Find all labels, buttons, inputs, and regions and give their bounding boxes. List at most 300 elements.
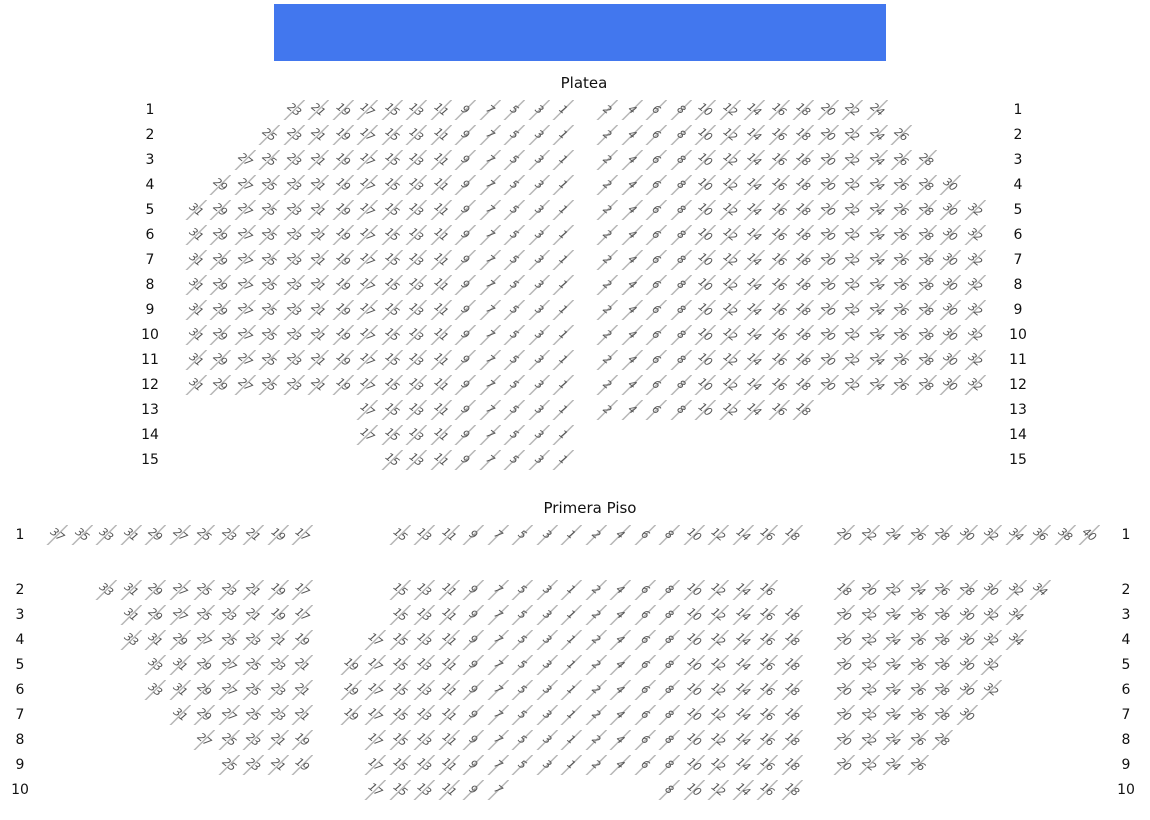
seat[interactable] xyxy=(694,300,716,320)
seat[interactable] xyxy=(931,705,953,725)
seat[interactable] xyxy=(596,100,618,120)
seat[interactable] xyxy=(719,275,741,295)
seat[interactable] xyxy=(683,780,705,800)
seat[interactable] xyxy=(560,605,582,625)
seat[interactable] xyxy=(430,400,452,420)
seat[interactable] xyxy=(781,780,803,800)
seat[interactable] xyxy=(743,375,765,395)
seat[interactable] xyxy=(719,350,741,370)
seat[interactable] xyxy=(964,275,986,295)
seat[interactable] xyxy=(438,680,460,700)
seat[interactable] xyxy=(218,755,240,775)
seat[interactable] xyxy=(479,375,501,395)
seat[interactable] xyxy=(645,100,667,120)
seat[interactable] xyxy=(792,250,814,270)
seat[interactable] xyxy=(1005,580,1027,600)
seat[interactable] xyxy=(193,680,215,700)
seat[interactable] xyxy=(756,580,778,600)
seat[interactable] xyxy=(242,730,264,750)
seat[interactable] xyxy=(817,175,839,195)
seat[interactable] xyxy=(381,275,403,295)
seat[interactable] xyxy=(356,100,378,120)
seat[interactable] xyxy=(356,425,378,445)
seat[interactable] xyxy=(621,200,643,220)
seat[interactable] xyxy=(381,250,403,270)
seat[interactable] xyxy=(405,225,427,245)
seat[interactable] xyxy=(552,125,574,145)
seat[interactable] xyxy=(964,300,986,320)
seat[interactable] xyxy=(381,300,403,320)
seat[interactable] xyxy=(817,100,839,120)
seat[interactable] xyxy=(609,630,631,650)
seat[interactable] xyxy=(364,705,386,725)
seat[interactable] xyxy=(552,400,574,420)
seat[interactable] xyxy=(866,100,888,120)
seat[interactable] xyxy=(479,300,501,320)
seat[interactable] xyxy=(890,300,912,320)
seat[interactable] xyxy=(781,525,803,545)
seat[interactable] xyxy=(234,175,256,195)
seat[interactable] xyxy=(462,680,484,700)
seat[interactable] xyxy=(743,150,765,170)
seat[interactable] xyxy=(503,275,525,295)
seat[interactable] xyxy=(405,300,427,320)
seat[interactable] xyxy=(719,200,741,220)
seat[interactable] xyxy=(46,525,68,545)
seat[interactable] xyxy=(169,680,191,700)
seat[interactable] xyxy=(833,630,855,650)
seat[interactable] xyxy=(291,630,313,650)
seat[interactable] xyxy=(430,450,452,470)
seat[interactable] xyxy=(413,705,435,725)
seat[interactable] xyxy=(169,580,191,600)
seat[interactable] xyxy=(430,300,452,320)
seat[interactable] xyxy=(732,655,754,675)
seat[interactable] xyxy=(169,525,191,545)
seat[interactable] xyxy=(732,755,754,775)
seat[interactable] xyxy=(956,525,978,545)
seat[interactable] xyxy=(817,300,839,320)
seat[interactable] xyxy=(658,755,680,775)
seat[interactable] xyxy=(479,400,501,420)
seat[interactable] xyxy=(858,680,880,700)
seat[interactable] xyxy=(356,250,378,270)
seat[interactable] xyxy=(209,375,231,395)
seat[interactable] xyxy=(283,150,305,170)
seat[interactable] xyxy=(552,325,574,345)
seat[interactable] xyxy=(621,375,643,395)
seat[interactable] xyxy=(609,755,631,775)
seat[interactable] xyxy=(258,225,280,245)
seat[interactable] xyxy=(291,605,313,625)
seat[interactable] xyxy=(528,300,550,320)
seat[interactable] xyxy=(915,325,937,345)
seat[interactable] xyxy=(858,655,880,675)
seat[interactable] xyxy=(890,375,912,395)
seat[interactable] xyxy=(511,655,533,675)
seat[interactable] xyxy=(768,150,790,170)
seat[interactable] xyxy=(283,350,305,370)
seat[interactable] xyxy=(536,755,558,775)
seat[interactable] xyxy=(454,250,476,270)
seat[interactable] xyxy=(609,580,631,600)
seat[interactable] xyxy=(552,375,574,395)
seat[interactable] xyxy=(694,200,716,220)
seat[interactable] xyxy=(307,275,329,295)
seat[interactable] xyxy=(817,150,839,170)
seat[interactable] xyxy=(1005,525,1027,545)
seat[interactable] xyxy=(503,425,525,445)
seat[interactable] xyxy=(866,250,888,270)
seat[interactable] xyxy=(866,175,888,195)
seat[interactable] xyxy=(841,325,863,345)
seat[interactable] xyxy=(479,125,501,145)
seat[interactable] xyxy=(552,450,574,470)
seat[interactable] xyxy=(907,755,929,775)
seat[interactable] xyxy=(833,705,855,725)
seat[interactable] xyxy=(658,705,680,725)
seat[interactable] xyxy=(956,605,978,625)
seat[interactable] xyxy=(939,225,961,245)
seat[interactable] xyxy=(503,250,525,270)
seat[interactable] xyxy=(511,680,533,700)
seat[interactable] xyxy=(882,730,904,750)
seat[interactable] xyxy=(781,705,803,725)
seat[interactable] xyxy=(185,300,207,320)
seat[interactable] xyxy=(381,225,403,245)
seat[interactable] xyxy=(234,225,256,245)
seat[interactable] xyxy=(670,175,692,195)
seat[interactable] xyxy=(307,125,329,145)
seat[interactable] xyxy=(405,400,427,420)
seat[interactable] xyxy=(645,150,667,170)
seat[interactable] xyxy=(503,450,525,470)
seat[interactable] xyxy=(536,580,558,600)
seat[interactable] xyxy=(381,200,403,220)
seat[interactable] xyxy=(536,730,558,750)
seat[interactable] xyxy=(291,680,313,700)
seat[interactable] xyxy=(645,175,667,195)
seat[interactable] xyxy=(817,200,839,220)
seat[interactable] xyxy=(707,705,729,725)
seat[interactable] xyxy=(242,755,264,775)
seat[interactable] xyxy=(841,250,863,270)
seat[interactable] xyxy=(866,150,888,170)
seat[interactable] xyxy=(552,200,574,220)
seat[interactable] xyxy=(683,755,705,775)
seat[interactable] xyxy=(890,125,912,145)
seat[interactable] xyxy=(430,100,452,120)
seat[interactable] xyxy=(209,175,231,195)
seat[interactable] xyxy=(283,375,305,395)
seat[interactable] xyxy=(283,175,305,195)
seat[interactable] xyxy=(658,780,680,800)
seat[interactable] xyxy=(552,250,574,270)
seat[interactable] xyxy=(645,125,667,145)
seat[interactable] xyxy=(487,755,509,775)
seat[interactable] xyxy=(528,375,550,395)
seat[interactable] xyxy=(980,580,1002,600)
seat[interactable] xyxy=(479,225,501,245)
seat[interactable] xyxy=(552,225,574,245)
seat[interactable] xyxy=(964,225,986,245)
seat[interactable] xyxy=(707,580,729,600)
seat[interactable] xyxy=(792,225,814,245)
seat[interactable] xyxy=(405,100,427,120)
seat[interactable] xyxy=(915,150,937,170)
seat[interactable] xyxy=(169,630,191,650)
seat[interactable] xyxy=(707,525,729,545)
seat[interactable] xyxy=(356,325,378,345)
seat[interactable] xyxy=(71,525,93,545)
seat[interactable] xyxy=(405,350,427,370)
seat[interactable] xyxy=(719,175,741,195)
seat[interactable] xyxy=(719,250,741,270)
seat[interactable] xyxy=(405,450,427,470)
seat[interactable] xyxy=(882,630,904,650)
seat[interactable] xyxy=(405,425,427,445)
seat[interactable] xyxy=(670,300,692,320)
seat[interactable] xyxy=(939,300,961,320)
seat[interactable] xyxy=(552,300,574,320)
seat[interactable] xyxy=(670,225,692,245)
seat[interactable] xyxy=(430,225,452,245)
seat[interactable] xyxy=(781,755,803,775)
seat[interactable] xyxy=(430,375,452,395)
seat[interactable] xyxy=(552,425,574,445)
seat[interactable] xyxy=(1054,525,1076,545)
seat[interactable] xyxy=(413,655,435,675)
seat[interactable] xyxy=(528,250,550,270)
seat[interactable] xyxy=(743,400,765,420)
seat[interactable] xyxy=(258,200,280,220)
seat[interactable] xyxy=(956,680,978,700)
seat[interactable] xyxy=(841,150,863,170)
seat[interactable] xyxy=(381,400,403,420)
seat[interactable] xyxy=(413,755,435,775)
seat[interactable] xyxy=(413,780,435,800)
seat[interactable] xyxy=(267,730,289,750)
seat[interactable] xyxy=(634,630,656,650)
seat[interactable] xyxy=(980,525,1002,545)
seat[interactable] xyxy=(980,655,1002,675)
seat[interactable] xyxy=(283,250,305,270)
seat[interactable] xyxy=(95,525,117,545)
seat[interactable] xyxy=(792,175,814,195)
seat[interactable] xyxy=(193,655,215,675)
seat[interactable] xyxy=(670,125,692,145)
seat[interactable] xyxy=(528,350,550,370)
seat[interactable] xyxy=(915,350,937,370)
seat[interactable] xyxy=(964,350,986,370)
seat[interactable] xyxy=(462,580,484,600)
seat[interactable] xyxy=(915,300,937,320)
seat[interactable] xyxy=(193,705,215,725)
seat[interactable] xyxy=(356,300,378,320)
seat[interactable] xyxy=(915,225,937,245)
seat[interactable] xyxy=(438,655,460,675)
seat[interactable] xyxy=(858,755,880,775)
seat[interactable] xyxy=(528,200,550,220)
seat[interactable] xyxy=(536,705,558,725)
seat[interactable] xyxy=(340,655,362,675)
seat[interactable] xyxy=(511,705,533,725)
seat[interactable] xyxy=(596,125,618,145)
seat[interactable] xyxy=(596,275,618,295)
seat[interactable] xyxy=(683,580,705,600)
seat[interactable] xyxy=(332,150,354,170)
seat[interactable] xyxy=(209,350,231,370)
seat[interactable] xyxy=(841,125,863,145)
seat[interactable] xyxy=(487,705,509,725)
seat[interactable] xyxy=(833,605,855,625)
seat[interactable] xyxy=(487,580,509,600)
seat[interactable] xyxy=(1005,630,1027,650)
seat[interactable] xyxy=(670,200,692,220)
seat[interactable] xyxy=(267,705,289,725)
seat[interactable] xyxy=(364,780,386,800)
seat[interactable] xyxy=(707,630,729,650)
seat[interactable] xyxy=(454,325,476,345)
seat[interactable] xyxy=(694,350,716,370)
seat[interactable] xyxy=(931,730,953,750)
seat[interactable] xyxy=(609,705,631,725)
seat[interactable] xyxy=(511,605,533,625)
seat[interactable] xyxy=(258,150,280,170)
seat[interactable] xyxy=(792,300,814,320)
seat[interactable] xyxy=(792,150,814,170)
seat[interactable] xyxy=(332,275,354,295)
seat[interactable] xyxy=(694,150,716,170)
seat[interactable] xyxy=(218,730,240,750)
seat[interactable] xyxy=(405,375,427,395)
seat[interactable] xyxy=(707,730,729,750)
seat[interactable] xyxy=(503,150,525,170)
seat[interactable] xyxy=(503,225,525,245)
seat[interactable] xyxy=(144,580,166,600)
seat[interactable] xyxy=(381,100,403,120)
seat[interactable] xyxy=(792,125,814,145)
seat[interactable] xyxy=(596,250,618,270)
seat[interactable] xyxy=(193,630,215,650)
seat[interactable] xyxy=(817,375,839,395)
seat[interactable] xyxy=(866,125,888,145)
seat[interactable] xyxy=(503,325,525,345)
seat[interactable] xyxy=(552,100,574,120)
seat[interactable] xyxy=(283,100,305,120)
seat[interactable] xyxy=(719,400,741,420)
seat[interactable] xyxy=(405,200,427,220)
seat[interactable] xyxy=(242,655,264,675)
seat[interactable] xyxy=(234,375,256,395)
seat[interactable] xyxy=(95,580,117,600)
seat[interactable] xyxy=(781,655,803,675)
seat[interactable] xyxy=(890,275,912,295)
seat[interactable] xyxy=(658,630,680,650)
seat[interactable] xyxy=(307,300,329,320)
seat[interactable] xyxy=(430,275,452,295)
seat[interactable] xyxy=(585,525,607,545)
seat[interactable] xyxy=(694,375,716,395)
seat[interactable] xyxy=(234,275,256,295)
seat[interactable] xyxy=(694,225,716,245)
seat[interactable] xyxy=(307,150,329,170)
seat[interactable] xyxy=(454,150,476,170)
seat[interactable] xyxy=(866,300,888,320)
seat[interactable] xyxy=(144,680,166,700)
seat[interactable] xyxy=(454,375,476,395)
seat[interactable] xyxy=(833,655,855,675)
seat[interactable] xyxy=(781,605,803,625)
seat[interactable] xyxy=(462,605,484,625)
seat[interactable] xyxy=(743,300,765,320)
seat[interactable] xyxy=(645,200,667,220)
seat[interactable] xyxy=(430,200,452,220)
seat[interactable] xyxy=(683,655,705,675)
seat[interactable] xyxy=(792,200,814,220)
seat[interactable] xyxy=(218,655,240,675)
seat[interactable] xyxy=(683,605,705,625)
seat[interactable] xyxy=(479,275,501,295)
seat[interactable] xyxy=(267,655,289,675)
seat[interactable] xyxy=(462,730,484,750)
seat[interactable] xyxy=(503,300,525,320)
seat[interactable] xyxy=(743,250,765,270)
seat[interactable] xyxy=(732,780,754,800)
seat[interactable] xyxy=(931,680,953,700)
seat[interactable] xyxy=(858,730,880,750)
seat[interactable] xyxy=(413,730,435,750)
seat[interactable] xyxy=(258,325,280,345)
seat[interactable] xyxy=(596,200,618,220)
seat[interactable] xyxy=(430,125,452,145)
seat[interactable] xyxy=(907,525,929,545)
seat[interactable] xyxy=(732,605,754,625)
seat[interactable] xyxy=(768,400,790,420)
seat[interactable] xyxy=(528,450,550,470)
seat[interactable] xyxy=(185,275,207,295)
seat[interactable] xyxy=(634,755,656,775)
seat[interactable] xyxy=(596,375,618,395)
seat[interactable] xyxy=(890,200,912,220)
seat[interactable] xyxy=(743,125,765,145)
seat[interactable] xyxy=(479,200,501,220)
seat[interactable] xyxy=(743,225,765,245)
seat[interactable] xyxy=(609,730,631,750)
seat[interactable] xyxy=(939,350,961,370)
seat[interactable] xyxy=(621,350,643,370)
seat[interactable] xyxy=(258,125,280,145)
seat[interactable] xyxy=(218,580,240,600)
seat[interactable] xyxy=(307,350,329,370)
seat[interactable] xyxy=(503,350,525,370)
seat[interactable] xyxy=(560,580,582,600)
seat[interactable] xyxy=(242,630,264,650)
seat[interactable] xyxy=(743,200,765,220)
seat[interactable] xyxy=(258,300,280,320)
seat[interactable] xyxy=(792,400,814,420)
seat[interactable] xyxy=(144,630,166,650)
seat[interactable] xyxy=(528,100,550,120)
seat[interactable] xyxy=(381,175,403,195)
seat[interactable] xyxy=(866,200,888,220)
seat[interactable] xyxy=(890,250,912,270)
seat[interactable] xyxy=(438,755,460,775)
seat[interactable] xyxy=(609,680,631,700)
seat[interactable] xyxy=(454,225,476,245)
seat[interactable] xyxy=(528,425,550,445)
seat[interactable] xyxy=(781,680,803,700)
